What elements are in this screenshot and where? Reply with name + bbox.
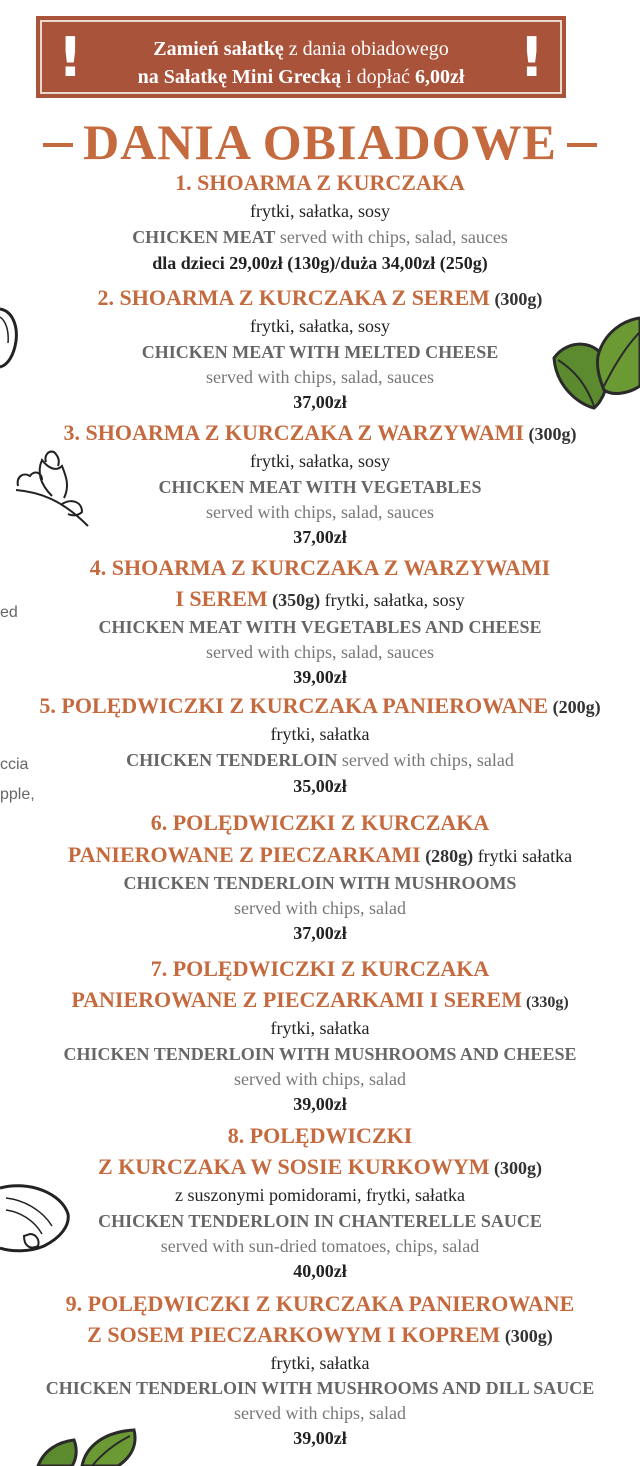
banner-line-2-price: 6,00zł [414,66,465,88]
item-3-en: CHICKEN MEAT WITH VEGETABLES [158,477,482,497]
parsley-icon [12,446,96,530]
mushroom-icon [0,1176,72,1254]
edge-text-c: pple, [0,786,35,803]
item-4-title-line-2 [0,586,640,615]
item-6-title-line-2 [0,842,640,871]
item-7-price: 39,00zł [293,1094,347,1114]
item-8-en-rest: served with sun-dried tomatoes, chips, salad [160,1236,480,1256]
banner-line-1 [42,36,560,62]
item-5-en-rest: served with chips, salad [337,750,514,770]
item-8-en: CHICKEN TENDERLOIN IN CHANTERELLE SAUCE [98,1211,542,1231]
item-8-price: 40,00zł [293,1261,347,1281]
item-6-title-line-1: 6. POLĘDWICZKI Z KURCZAKA [150,810,490,835]
item-9-en-rest: served with chips, salad [234,1403,406,1423]
item-9-title-text: Z SOSEM PIECZARKOWYM I KOPREM [87,1322,501,1347]
item-7-pl: frytki, sałatka [270,1018,370,1038]
item-5-en [0,747,640,775]
title-dash-right [567,143,597,147]
item-5-price: 35,00zł [293,776,347,796]
item-7-weight: (330g) [521,994,569,1011]
edge-text-b: ccia [0,756,29,773]
item-6-en: CHICKEN TENDERLOIN WITH MUSHROOMS [123,873,517,893]
item-2-en-rest: served with chips, salad, sauces [206,367,434,387]
item-7-title-line-2 [0,987,640,1016]
item-6-pl: frytki sałatka [473,846,573,866]
item-8-title-line-1: 8. POLĘDWICZKI [227,1123,413,1148]
item-3-title-text: 3. SHOARMA Z KURCZAKA Z WARZYWAMI [63,420,524,445]
item-4-weight: (350g) [267,590,321,610]
item-6-title-text: PANIEROWANE Z PIECZARKAMI [67,842,421,867]
item-3-pl: frytki, sałatka, sosy [250,451,390,471]
item-5-title-text: 5. POLĘDWICZKI Z KURCZAKA PANIEROWANE [39,693,549,718]
upsell-banner [36,16,566,98]
item-3-weight: (300g) [523,424,577,444]
item-1-price: dla dzieci 29,00zł (130g)/duża 34,00zł (250g) [152,253,488,273]
item-1-title: 1. SHOARMA Z KURCZAKA [175,170,465,195]
banner-line-2-bold: na Sałatkę Mini Grecką [137,66,342,88]
item-1-en [0,224,640,252]
section-title-text: DANIA OBIADOWE [83,114,557,170]
item-9-weight: (300g) [500,1326,553,1346]
banner-line-2 [42,64,560,90]
banner-line-1-bold: Zamień sałatkę [153,38,284,60]
item-3-price: 37,00zł [293,527,347,547]
item-6-weight: (280g) [420,846,474,866]
mushroom-icon [0,305,20,370]
item-4-title-text: I SEREM [175,586,268,611]
item-6-en-rest: served with chips, salad [234,898,406,918]
item-7-title-line-1: 7. POLĘDWICZKI Z KURCZAKA [150,956,490,981]
item-1-pl: frytki, sałatka, sosy [250,201,390,221]
title-dash-left [43,143,73,147]
item-9-pl: frytki, sałatka [270,1353,370,1373]
item-8-title-text: Z KURCZAKA W SOSIE KURKOWYM [97,1154,490,1179]
item-2-price: 37,00zł [293,392,347,412]
banner-line-2-mid: i dopłać [341,66,415,88]
item-2-en: CHICKEN MEAT WITH MELTED CHEESE [141,342,499,362]
exclamation-left: ! [58,26,83,89]
item-3-en-rest: served with chips, salad, sauces [206,502,434,522]
section-title [0,112,640,172]
item-2-pl: frytki, sałatka, sosy [250,316,390,336]
item-9-price: 39,00zł [293,1428,347,1448]
item-4-en-rest: served with chips, salad, sauces [206,642,434,662]
item-5-en-bold: CHICKEN TENDERLOIN [126,750,338,770]
item-7-en: CHICKEN TENDERLOIN WITH MUSHROOMS AND CHEESE [63,1044,577,1064]
item-4-en: CHICKEN MEAT WITH VEGETABLES AND CHEESE [98,617,542,637]
item-2-title-text: 2. SHOARMA Z KURCZAKA Z SEREM [97,285,490,310]
item-8-pl: z suszonymi pomidorami, frytki, sałatka [175,1185,465,1205]
item-1-en-bold: CHICKEN MEAT [132,227,276,247]
item-9-title-line-1: 9. POLĘDWICZKI Z KURCZAKA PANIEROWANE [65,1291,575,1316]
item-4-pl: frytki, sałatka, sosy [320,590,465,610]
item-8-weight: (300g) [489,1158,543,1178]
item-5-pl: frytki, sałatka [270,724,370,744]
basil-leaf-icon [34,1428,154,1466]
upsell-banner-frame [40,20,562,94]
item-2-weight: (300g) [489,289,543,309]
item-6-price: 37,00zł [293,923,347,943]
basil-leaf-icon [548,316,640,414]
item-7-en-rest: served with chips, salad [234,1069,406,1089]
item-3-title [0,420,640,449]
edge-text-a: ed [0,604,18,621]
item-1-en-rest: served with chips, salad, sauces [275,227,508,247]
item-9-en: CHICKEN TENDERLOIN WITH MUSHROOMS AND DILL SAUCE [45,1378,595,1398]
item-9-title-line-2 [0,1322,640,1351]
item-2-title [0,285,640,314]
item-4-price: 39,00zł [293,667,347,687]
item-5-weight: (200g) [548,697,601,717]
item-8-title-line-2 [0,1154,640,1183]
exclamation-right: ! [519,26,544,89]
item-5-title [0,693,640,722]
item-7-title-text: PANIEROWANE Z PIECZARKAMI I SEREM [71,987,522,1012]
banner-line-1-rest: z dania obiadowego [283,38,449,60]
item-4-title-line-1: 4. SHOARMA Z KURCZAKA Z WARZYWAMI [89,555,551,580]
